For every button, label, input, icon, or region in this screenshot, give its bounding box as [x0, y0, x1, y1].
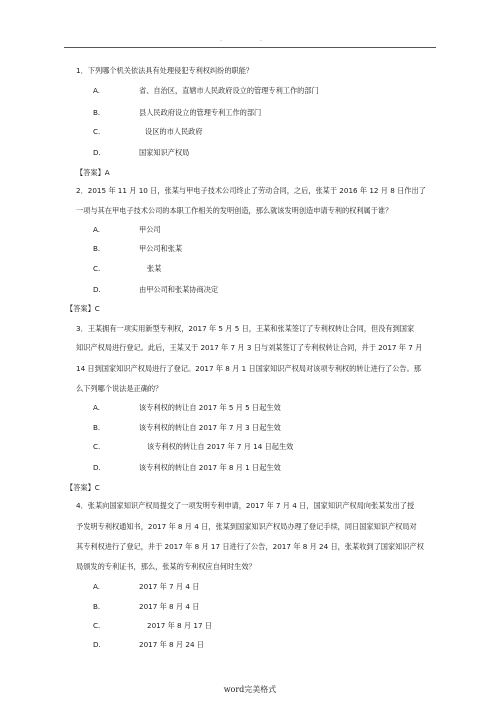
- option-letter: C.: [93, 442, 101, 451]
- question-stem: 1．下列哪个机关依法具有处理侵犯专利权纠纷的职能？: [76, 66, 254, 75]
- option-text: 该专利权的转让自 2017 年 7 月 3 日起生效: [139, 423, 281, 432]
- option-letter: C.: [93, 264, 101, 273]
- option-text: 2017 年 8 月 24 日: [139, 640, 204, 649]
- question-stem-continuation: 么下列哪个说法是正确的？: [76, 384, 163, 393]
- option-letter: D.: [93, 463, 101, 472]
- question-stem: 2．2015 年 11 月 10 日，张某与甲电子技术公司终止了劳动合同，之后，张某于 2016 年 12 月 8 日作出了: [76, 186, 426, 195]
- option-text: 甲公司: [139, 225, 161, 234]
- option-letter: C.: [93, 621, 101, 630]
- option-text: 张某: [147, 264, 162, 273]
- option-letter: B.: [93, 423, 101, 432]
- option-letter: B.: [93, 602, 101, 611]
- option-text: 国家知识产权局: [139, 148, 190, 157]
- option-letter: D.: [93, 148, 101, 157]
- option-text: 该专利权的转让自 2017 年 7 月 14 日起生效: [147, 442, 294, 451]
- option-letter: A.: [93, 403, 101, 412]
- question-stem-continuation: 一项与其在甲电子技术公司的本职工作相关的发明创造，那么就该发明创造申请专利的权利属于谁？: [76, 206, 393, 215]
- option-text: 2017 年 7 月 4 日: [139, 582, 200, 591]
- option-text: 该专利权的转让自 2017 年 8 月 1 日起生效: [139, 463, 281, 472]
- option-text: 2017 年 8 月 17 日: [147, 621, 212, 630]
- option-letter: B.: [93, 108, 101, 117]
- option-text: 设区的市人民政府: [145, 127, 203, 136]
- question-stem-continuation: 其专利权进行了登记，并于 2017 年 8 月 17 日进行了公告，2017 年 8 月 24 日，张某收到了国家知识产权: [76, 542, 424, 551]
- header-marks: . .: [220, 36, 280, 43]
- answer-line: 【答案】C: [66, 483, 100, 492]
- question-stem-continuation: 14 日到国家知识产权局进行了登记。2017 年 8 月 1 日国家知识产权局对该项专利权的转让进行了公告。那: [76, 364, 421, 373]
- option-letter: D.: [93, 640, 101, 649]
- option-text: 省、自治区，直辖市人民政府设立的管理专利工作的部门: [139, 86, 319, 95]
- question-stem-continuation: 知识产权局进行登记。此后，王某又于 2017 年 7 月 3 日与刘某签订了专利权转让合同，并于 2017 年 7 月: [76, 343, 423, 352]
- option-text: 2017 年 8 月 4 日: [139, 602, 200, 611]
- question-stem-continuation: 予发明专利权通知书，2017 年 8 月 4 日，张某到国家知识产权局办理了登记手续，同日国家知识产权局对: [76, 522, 417, 531]
- answer-line: 【答案】A: [76, 168, 110, 177]
- option-letter: A.: [93, 225, 101, 234]
- question-stem: 4．张某向国家知识产权局提交了一项发明专利申请，2017 年 7 月 4 日，国家知识产权局向张某发出了授: [76, 501, 415, 510]
- option-letter: D.: [93, 285, 101, 294]
- option-text: 县人民政府设立的管理专利工作的部门: [139, 108, 262, 117]
- option-letter: B.: [93, 244, 101, 253]
- question-stem: 3．王某拥有一项实用新型专利权，2017 年 5 月 5 日，王某和张某签订了专利权转让合同，但没有到国家: [76, 324, 415, 333]
- question-stem-continuation: 局颁发的专利证书，那么，张某的专利权应自何时生效？: [76, 562, 256, 571]
- answer-line: 【答案】C: [66, 304, 100, 313]
- option-letter: A.: [93, 86, 101, 95]
- option-letter: A.: [93, 582, 101, 591]
- option-text: 甲公司和张某: [139, 244, 183, 253]
- footer-text: word完美格式: [223, 685, 277, 694]
- option-text: 该专利权的转让自 2017 年 5 月 5 日起生效: [139, 403, 281, 412]
- option-text: 由甲公司和张某协商决定: [139, 285, 219, 294]
- option-letter: C.: [93, 127, 101, 136]
